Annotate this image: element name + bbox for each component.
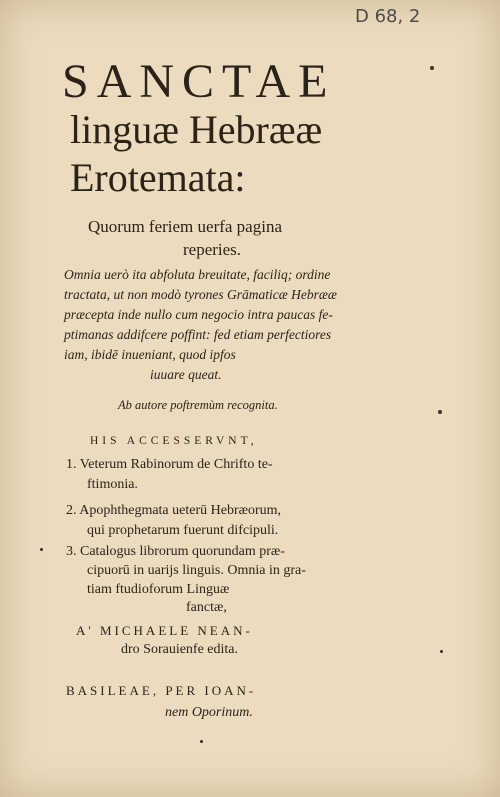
contents-item-3-line-3: tiam ftudioforum Linguæ — [87, 582, 230, 597]
contents-heading: HIS ACCESSERVNT, — [90, 435, 258, 447]
paper-speck — [438, 410, 442, 414]
paper-speck — [430, 66, 434, 70]
description-line-1: Omnia uerò ita abfoluta breuitate, faciliq; ordine — [64, 267, 331, 282]
paper-speck — [200, 740, 203, 743]
description-line-6: iuuare queat. — [150, 367, 222, 382]
subtitle-line-1: Quorum feriem uerfa pagina — [88, 217, 282, 236]
contents-item-2-line-2: qui prophetarum fuerunt difcipuli. — [87, 523, 279, 538]
contents-item-2-line-1: 2. Apophthegmata ueterū Hebræorum, — [66, 503, 282, 518]
contents-item-1-line-1: 1. Veterum Rabinorum de Chrifto te- — [66, 457, 273, 472]
title-line-1: SANCTAE — [62, 55, 336, 108]
library-shelfmark: D 68, 2 — [355, 6, 421, 27]
description-line-3: præcepta inde nullo cum negocio intra paucas fe- — [64, 307, 333, 322]
description-line-4: ptimanas addifcere poffint: fed etiam perfectiores — [64, 327, 332, 342]
paper-speck — [440, 650, 443, 653]
contents-item-3-line-4: fanctæ, — [186, 600, 227, 615]
author-line-2: dro Sorauienfe edita. — [121, 642, 239, 657]
author-line-1: A' MICHAELE NEAN- — [76, 623, 253, 638]
contents-item-3-line-1: 3. Catalogus librorum quorundam præ- — [66, 544, 285, 559]
imprint-line-2: nem Oporinum. — [165, 705, 253, 720]
imprint-line-1: BASILEAE, PER IOAN- — [66, 683, 257, 698]
title-line-3: Erotemata: — [70, 155, 246, 200]
contents-item-3-line-2: cipuorū in uarijs linguis. Omnia in gra- — [87, 563, 306, 578]
description-line-5: iam, ibidē inueniant, quod ipfos — [64, 347, 236, 362]
title-line-2: linguæ Hebrææ — [70, 107, 323, 152]
paper-speck — [40, 548, 43, 551]
subtitle-line-2: reperies. — [183, 240, 242, 259]
description-line-2: tractata, ut non modò tyrones Grāmaticæ Hebrææ — [64, 287, 337, 302]
contents-item-1-line-2: ftimonia. — [87, 477, 138, 492]
revision-note: Ab autore poftremùm recognita. — [118, 398, 278, 412]
